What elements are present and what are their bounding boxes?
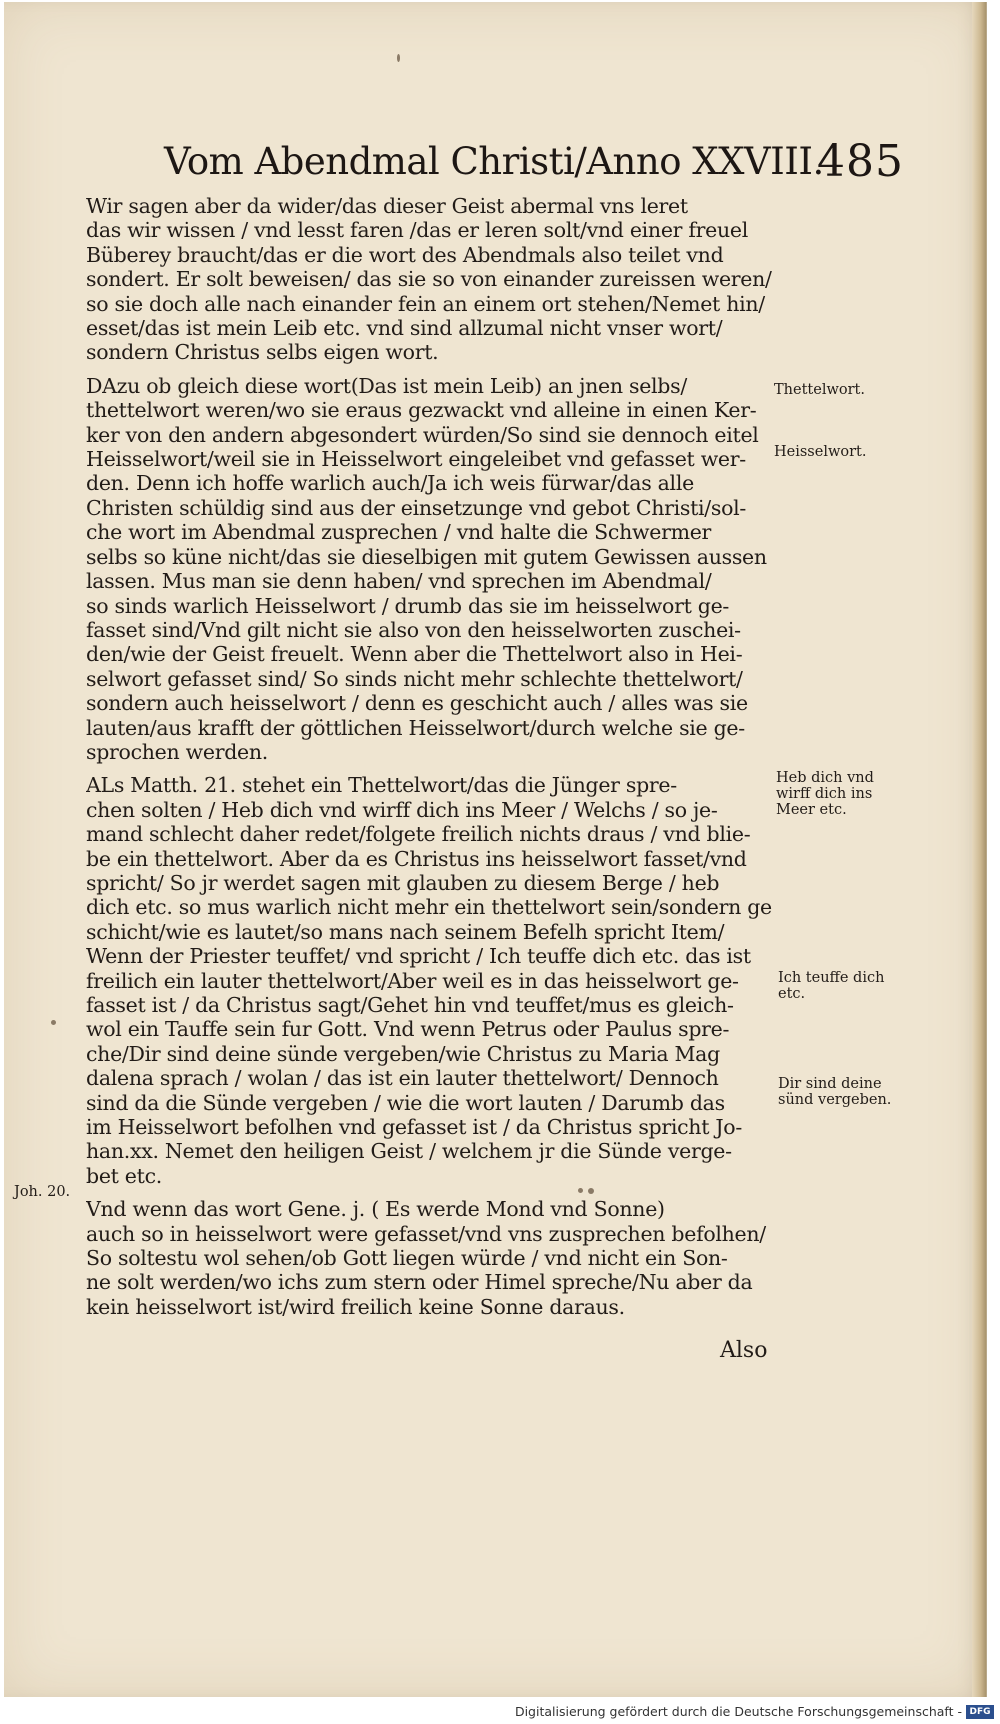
marginal-line: Heb dich vnd — [776, 770, 874, 786]
paragraph-3 — [86, 773, 778, 1188]
catchword: Also — [720, 1338, 768, 1363]
running-title: Vom Abendmal Christi/Anno XXVIII. — [164, 140, 824, 183]
text-line: lauten/aus krafft der göttlichen Heisselwort/durch welche sie ge- — [86, 715, 745, 740]
paper-speck — [51, 1020, 56, 1025]
text-line: fasset ist / da Christus sagt/Gehet hin vnd teuffet/mus es gleich- — [86, 993, 734, 1017]
marginal-line: Dir sind deine — [778, 1076, 882, 1092]
paragraph-4 — [86, 1197, 778, 1319]
marginal-line: Meer etc. — [776, 802, 847, 818]
text-line: DAzu ob gleich diese wort(Das ist mein Leib) an jnen selbs/ — [86, 373, 687, 398]
text-line: freilich ein lauter thettelwort/Aber weil es in das heisselwort ge- — [86, 968, 739, 993]
text-line: kein heisselwort ist/wird freilich keine Sonne daraus. — [86, 1294, 625, 1319]
text-line: schicht/wie es lautet/so mans nach seinem Befelh spricht Item/ — [86, 919, 725, 944]
marginal-note — [778, 1076, 891, 1108]
marginal-line: wirff dich ins — [776, 786, 873, 802]
text-line: lassen. Mus man sie denn haben/ vnd sprechen im Abendmal/ — [86, 569, 712, 594]
book-page — [4, 2, 987, 1697]
text-line: auch so in heisselwort were gefasset/vnd vns zusprechen befolhen/ — [86, 1221, 766, 1246]
paper-speck — [397, 54, 400, 62]
page-header — [164, 136, 904, 190]
text-line: selbs so küne nicht/das sie dieselbigen mit gutem Gewissen aussen — [86, 544, 767, 569]
text-line: spricht/ So jr werdet sagen mit glauben zu diesem Berge / heb — [86, 870, 720, 895]
funding-notice: Digitalisierung gefördert durch die Deutsche Forschungsgemeinschaft - — [514, 1704, 962, 1719]
dfg-logo: DFG — [966, 1705, 994, 1719]
footer-bar — [0, 1700, 1000, 1724]
paragraph-1 — [86, 194, 778, 365]
text-line: sondert. Er solt beweisen/ das sie so von einander zureissen weren/ — [86, 267, 772, 292]
text-line: sind da die Sünde vergeben / wie die wort lauten / Darumb das — [86, 1090, 725, 1115]
marginal-note — [776, 770, 874, 818]
marginal-line: Joh. 20. — [14, 1184, 71, 1200]
text-line: Heisselwort/weil sie in Heisselwort eingeleibet vnd gefasset wer- — [86, 447, 746, 472]
text-line: ne solt werden/wo ichs zum stern oder Himel spreche/Nu aber da — [86, 1270, 753, 1295]
text-line: im Heisselwort befolhen vnd gefasset ist / da Christus spricht Jo- — [86, 1115, 742, 1140]
text-line: mand schlecht daher redet/folgete freilich nichts draus / vnd blie- — [86, 822, 751, 847]
text-line: so sie doch alle nach einander fein an einem ort stehen/Nemet hin/ — [86, 291, 765, 316]
marginal-note — [14, 1184, 70, 1200]
text-line: So soltestu wol sehen/ob Gott liegen würde / vnd nicht ein Son- — [86, 1246, 728, 1271]
folio-number: 485 — [817, 136, 904, 187]
text-line: be ein thettelwort. Aber da es Christus ins heisselwort fasset/vnd — [86, 846, 747, 871]
text-line: han.xx. Nemet den heiligen Geist / welchem jr die Sünde verge- — [86, 1139, 732, 1164]
marginal-note — [774, 444, 866, 460]
text-line: thettelwort weren/wo sie eraus gezwackt vnd alleine in einen Ker- — [86, 398, 757, 423]
text-line: Büberey braucht/das er die wort des Abendmals also teilet vnd — [86, 242, 724, 267]
text-line: ALs Matth. 21. stehet ein Thettelwort/das die Jünger spre- — [86, 773, 677, 798]
text-line: dich etc. so mus warlich nicht mehr ein thettelwort sein/sondern ge — [86, 895, 772, 920]
text-line: Wenn der Priester teuffet/ vnd spricht / Ich teuffe dich etc. das ist — [86, 944, 751, 969]
main-text — [86, 194, 778, 1319]
marginal-note — [774, 382, 865, 398]
text-line: fasset sind/Vnd gilt nicht sie also von den heisselworten zuschei- — [86, 617, 741, 642]
text-line: sondern auch heisselwort / denn es geschicht auch / alles was sie — [86, 691, 748, 716]
text-line: wol ein Tauffe sein fur Gott. Vnd wenn Petrus oder Paulus spre- — [86, 1017, 730, 1042]
text-line: das wir wissen / vnd lesst faren /das er leren solt/vnd einer freuel — [86, 218, 748, 243]
text-line: selwort gefasset sind/ So sinds nicht mehr schlechte thettelwort/ — [86, 666, 743, 691]
text-line: sprochen werden. — [86, 739, 268, 764]
text-line: Vnd wenn das wort Gene. j. ( Es werde Mond vnd Sonne) — [86, 1197, 665, 1222]
text-line: che/Dir sind deine sünde vergeben/wie Christus zu Maria Mag — [86, 1041, 720, 1066]
text-line: den/wie der Geist freuelt. Wenn aber die Thettelwort also in Hei- — [86, 642, 743, 667]
text-line: sondern Christus selbs eigen wort. — [86, 340, 439, 365]
text-line: Wir sagen aber da wider/das dieser Geist abermal vns leret — [86, 194, 688, 218]
text-line: bet etc. — [86, 1163, 162, 1188]
text-line: esset/das ist mein Leib etc. vnd sind allzumal nicht vnser wort/ — [86, 316, 723, 341]
text-line: den. Denn ich hoffe warlich auch/Ja ich weis fürwar/das alle — [86, 471, 694, 496]
marginal-line: Heisselwort. — [774, 444, 867, 460]
text-line: dalena sprach / wolan / das ist ein lauter thettelwort/ Dennoch — [86, 1066, 719, 1091]
page-edge — [972, 2, 986, 1697]
marginal-line: Thettelwort. — [774, 382, 865, 398]
text-line: ker von den andern abgesondert würden/So sind sie dennoch eitel — [86, 422, 759, 447]
marginal-line: sünd vergeben. — [778, 1092, 892, 1108]
text-line: Christen schüldig sind aus der einsetzunge vnd gebot Christi/sol- — [86, 495, 747, 520]
text-line: chen solten / Heb dich vnd wirff dich ins Meer / Welchs / so je- — [86, 797, 718, 822]
text-line: so sinds warlich Heisselwort / drumb das sie im heisselwort ge- — [86, 593, 730, 618]
marginal-note — [778, 970, 884, 1002]
marginal-line: Ich teuffe dich — [778, 970, 885, 986]
paragraph-2 — [86, 374, 778, 765]
text-line: che wort im Abendmal zusprechen / vnd halte die Schwermer — [86, 520, 712, 545]
marginal-line: etc. — [778, 986, 806, 1002]
